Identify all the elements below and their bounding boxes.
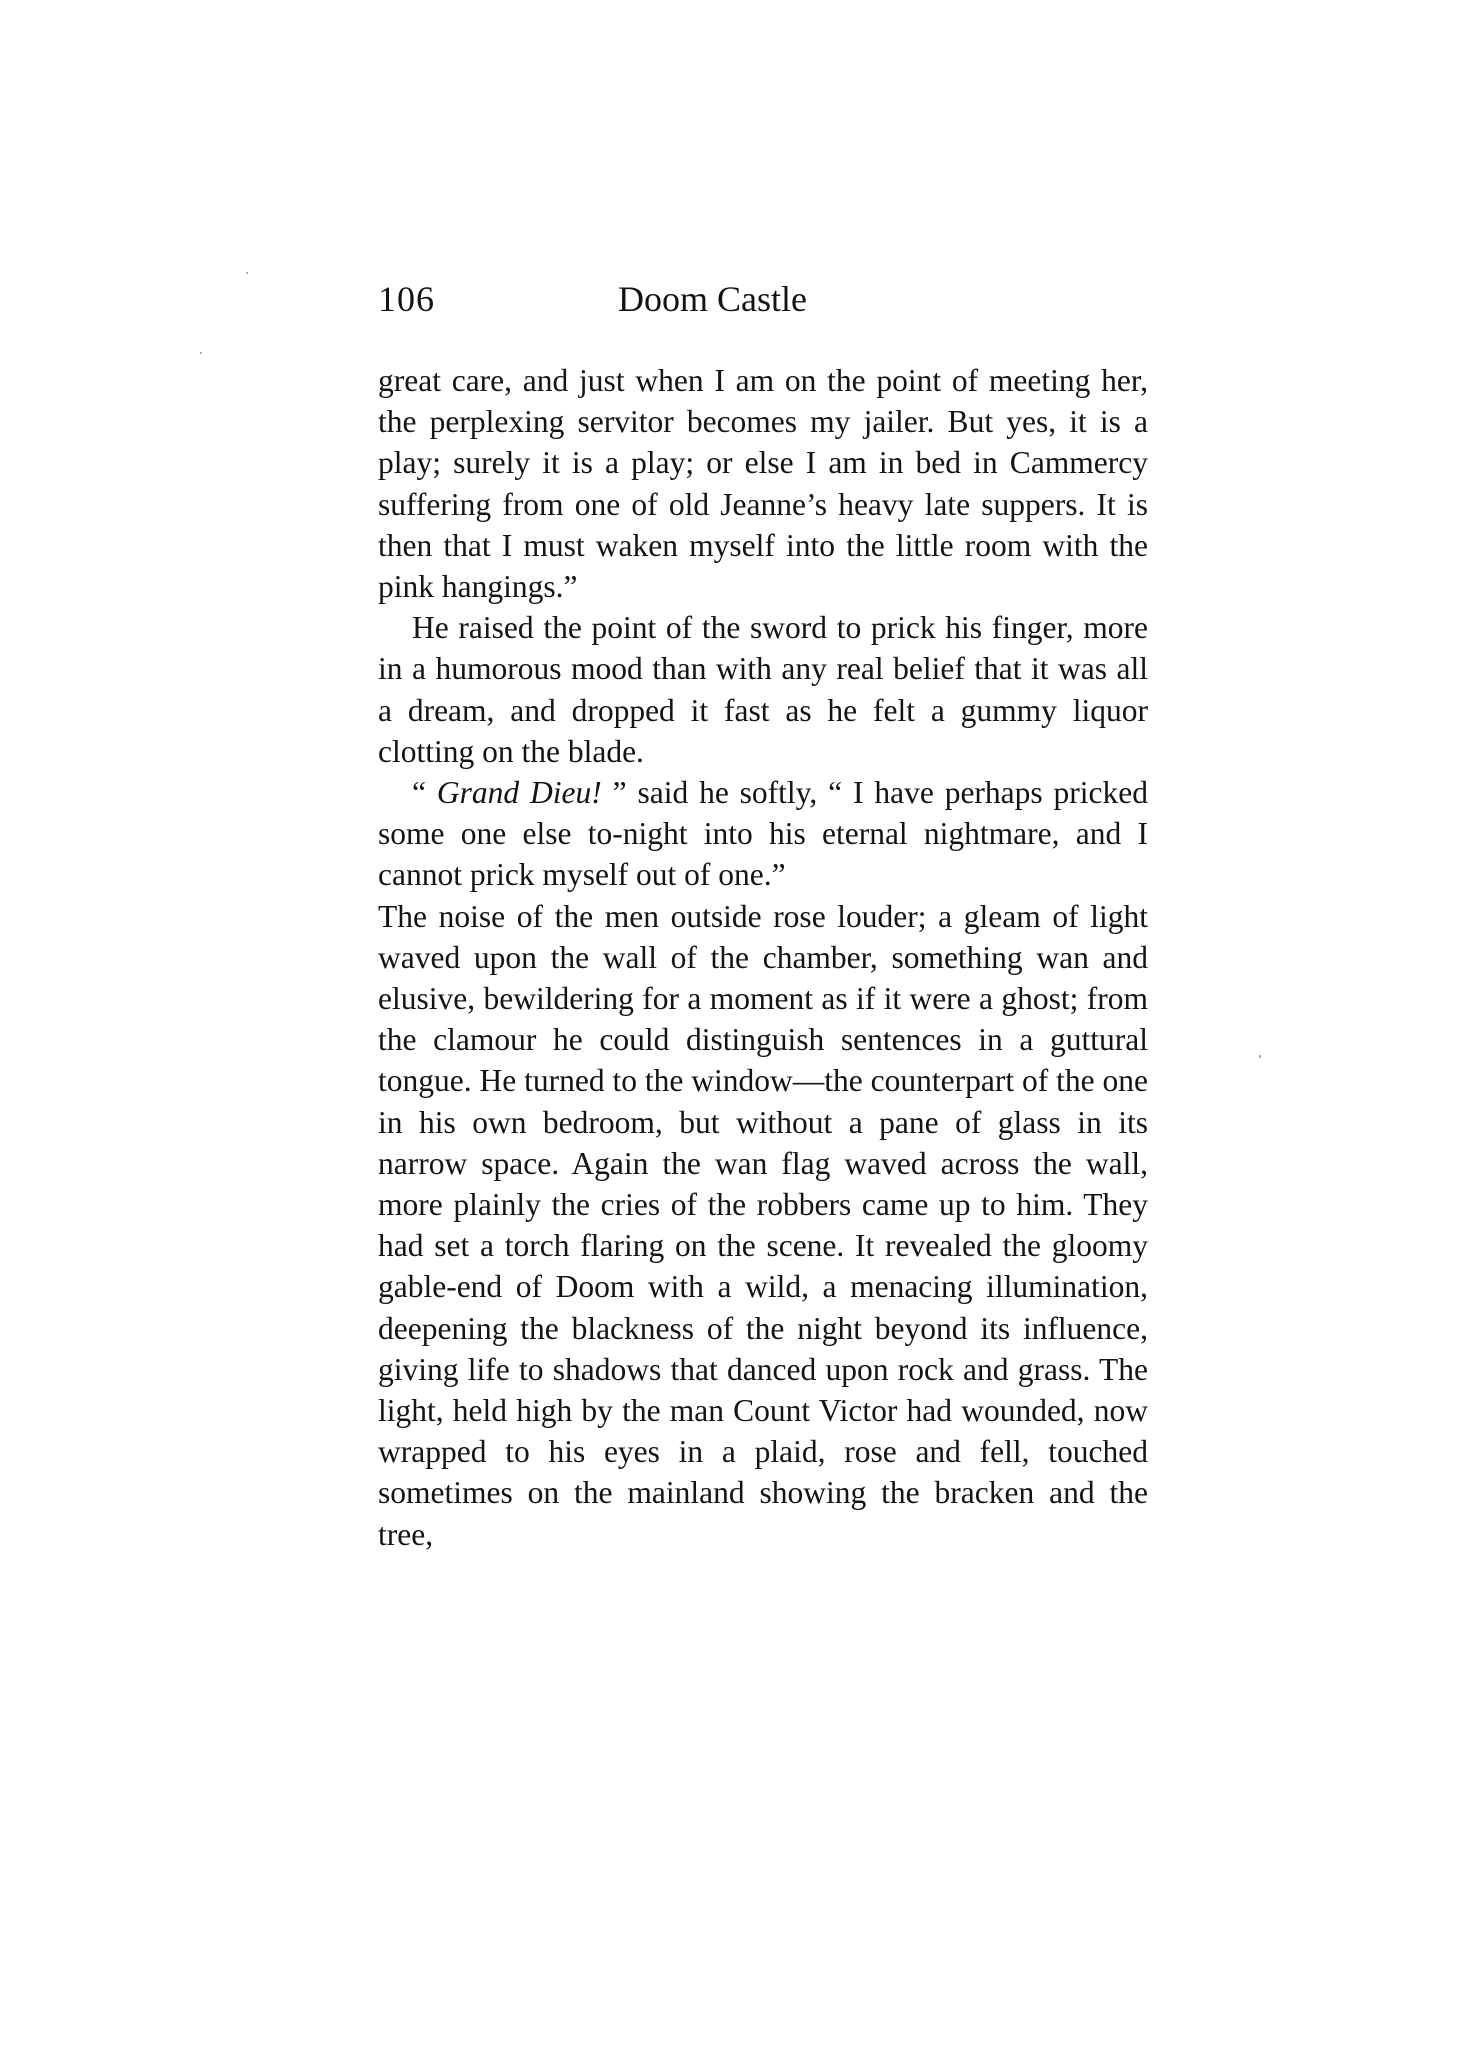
italic-exclamation: Grand Dieu! — [436, 775, 602, 811]
paragraph: He raised the point of the sword to prick his finger, more in a humorous mood than with any real belief that it was all a dream, and dropped it fast as he felt a gummy liquor clotting on the blade. — [378, 610, 1148, 769]
body-text — [378, 360, 1148, 1555]
paragraph: The noise of the men outside rose louder; a gleam of light waved upon the wall of the chamber, something wan and elusive, bewildering for a moment as if it were a ghost; from the clamour he could distinguish sentences in a guttural tongue. He turned to the window—the counterpart of the one in his own bedroom, but without a pane of glass in its narrow space. Again the wan flag waved across the wall, more plainly the cries of the robbers came up to him. They had set a torch flaring on the scene. It revealed the gloomy gable-end of Doom with a wild, a menacing illumination, deepening the blackness of the night beyond its influence, giving life to shadows that danced upon rock and grass. The light, held high by the man Count Victor had wounded, now wrapped to his eyes in a plaid, rose and fell, touched sometimes on the mainland showing the bracken and the tree, — [378, 898, 1148, 1552]
scan-speck — [200, 352, 202, 354]
running-title: Doom Castle — [618, 279, 807, 319]
scan-speck — [1259, 1055, 1261, 1058]
open-quote: “ — [412, 775, 437, 811]
paragraph-text: ” said he softly, “ I have perhaps pricked some one else to-night into his eternal nightmare, and I cannot prick myself out of one.” — [378, 775, 1148, 893]
paragraph: great care, and just when I am on the point of meeting her, the perplexing servitor becomes my jailer. But yes, it is a play; surely it is a play; or else I am in bed in Cammercy suffering from one of old Jeanne’s heavy late suppers. It is then that I must waken myself into the little room with the pink hangings.” — [378, 363, 1148, 605]
page-header — [378, 278, 1148, 328]
page-number: 106 — [378, 279, 435, 319]
paragraph — [378, 772, 1148, 896]
scan-speck — [246, 272, 248, 274]
